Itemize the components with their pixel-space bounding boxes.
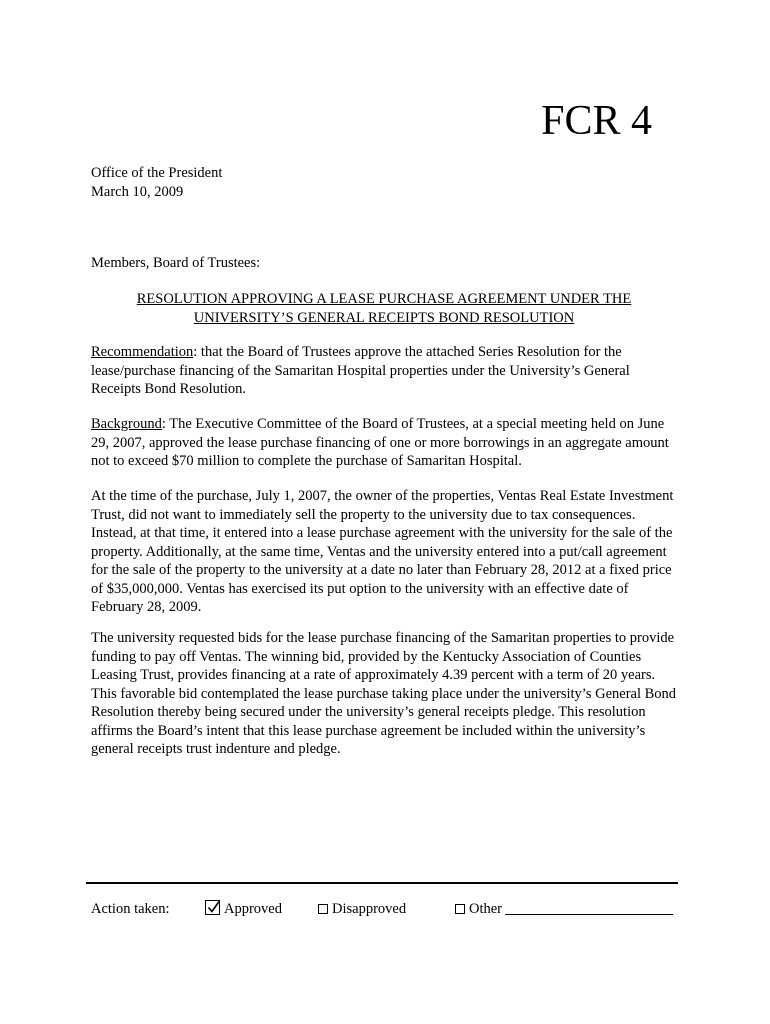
sender-office: Office of the President	[91, 165, 223, 181]
other-blank-line[interactable]	[505, 900, 673, 915]
recommendation-label: Recommendation	[91, 344, 194, 360]
purchase-paragraph: At the time of the purchase, July 1, 2007, the owner of the properties, Ventas Real Estate Investment Trust, did not want to immediately sell the property to the university due to tax consequences. Instead, at that time, it entered into a lease purchase agreement with the university for the sale of the property. Additionally, at the same time, Ventas and the university entered into a put/call agreement for the sale of the property to the university at a date no later than February 28, 2012 at a fixed price of $35,000,000. Ventas has exercised its put option to the university with an effective date of February 28, 2009.	[91, 488, 674, 615]
bids-paragraph: The university requested bids for the lease purchase financing of the Samaritan properties to provide funding to pay off Ventas. The winning bid, provided by the Kentucky Association of Counties Leasing Trust, provides financing at a rate of approximately 4.39 percent with a term of 20 years. This favorable bid contemplated the lease purchase taking place under the university’s General Bond Resolution thereby being secured under the university’s general receipts pledge. This resolution affirms the Board’s intent that this lease purchase agreement be included within the university’s general receipts trust indenture and pledge.	[91, 630, 677, 757]
approved-option[interactable]	[205, 900, 282, 918]
disapproved-label: Disapproved	[332, 901, 407, 917]
disapproved-checkbox[interactable]	[318, 904, 328, 914]
action-label: Action taken:	[91, 901, 170, 917]
checkmark-icon	[206, 899, 222, 915]
background-label: Background	[91, 416, 162, 432]
approved-label: Approved	[224, 901, 282, 917]
other-checkbox[interactable]	[455, 904, 465, 914]
other-label: Other	[469, 901, 503, 917]
resolution-title-line-1: RESOLUTION APPROVING A LEASE PURCHASE AGREEMENT UNDER THE	[136, 291, 632, 307]
other-option[interactable]	[455, 900, 673, 918]
background-paragraph	[91, 415, 681, 471]
disapproved-option[interactable]	[318, 900, 406, 918]
recommendation-text: : that the Board of Trustees approve the attached Series Resolution for the lease/purchase financing of the Samaritan Hospital properties under the University’s General Receipts Bond Resolution.	[91, 344, 630, 397]
sender-block	[91, 164, 222, 201]
recommendation-paragraph	[91, 343, 681, 399]
approved-checkbox[interactable]	[205, 900, 220, 915]
document-code: FCR 4	[541, 98, 652, 144]
action-divider	[86, 882, 678, 884]
resolution-title	[91, 290, 677, 327]
background-text: : The Executive Committee of the Board of Trustees, at a special meeting held on June 29, 2007, approved the lease purchase financing of one or more borrowings in an aggregate amount not to exceed $70 million to complete the purchase of Samaritan Hospital.	[91, 416, 669, 469]
resolution-title-line-2: UNIVERSITY’S GENERAL RECEIPTS BOND RESOLUTION	[193, 309, 575, 326]
recipient-line: Members, Board of Trustees:	[91, 255, 261, 271]
memo-date: March 10, 2009	[91, 183, 184, 200]
